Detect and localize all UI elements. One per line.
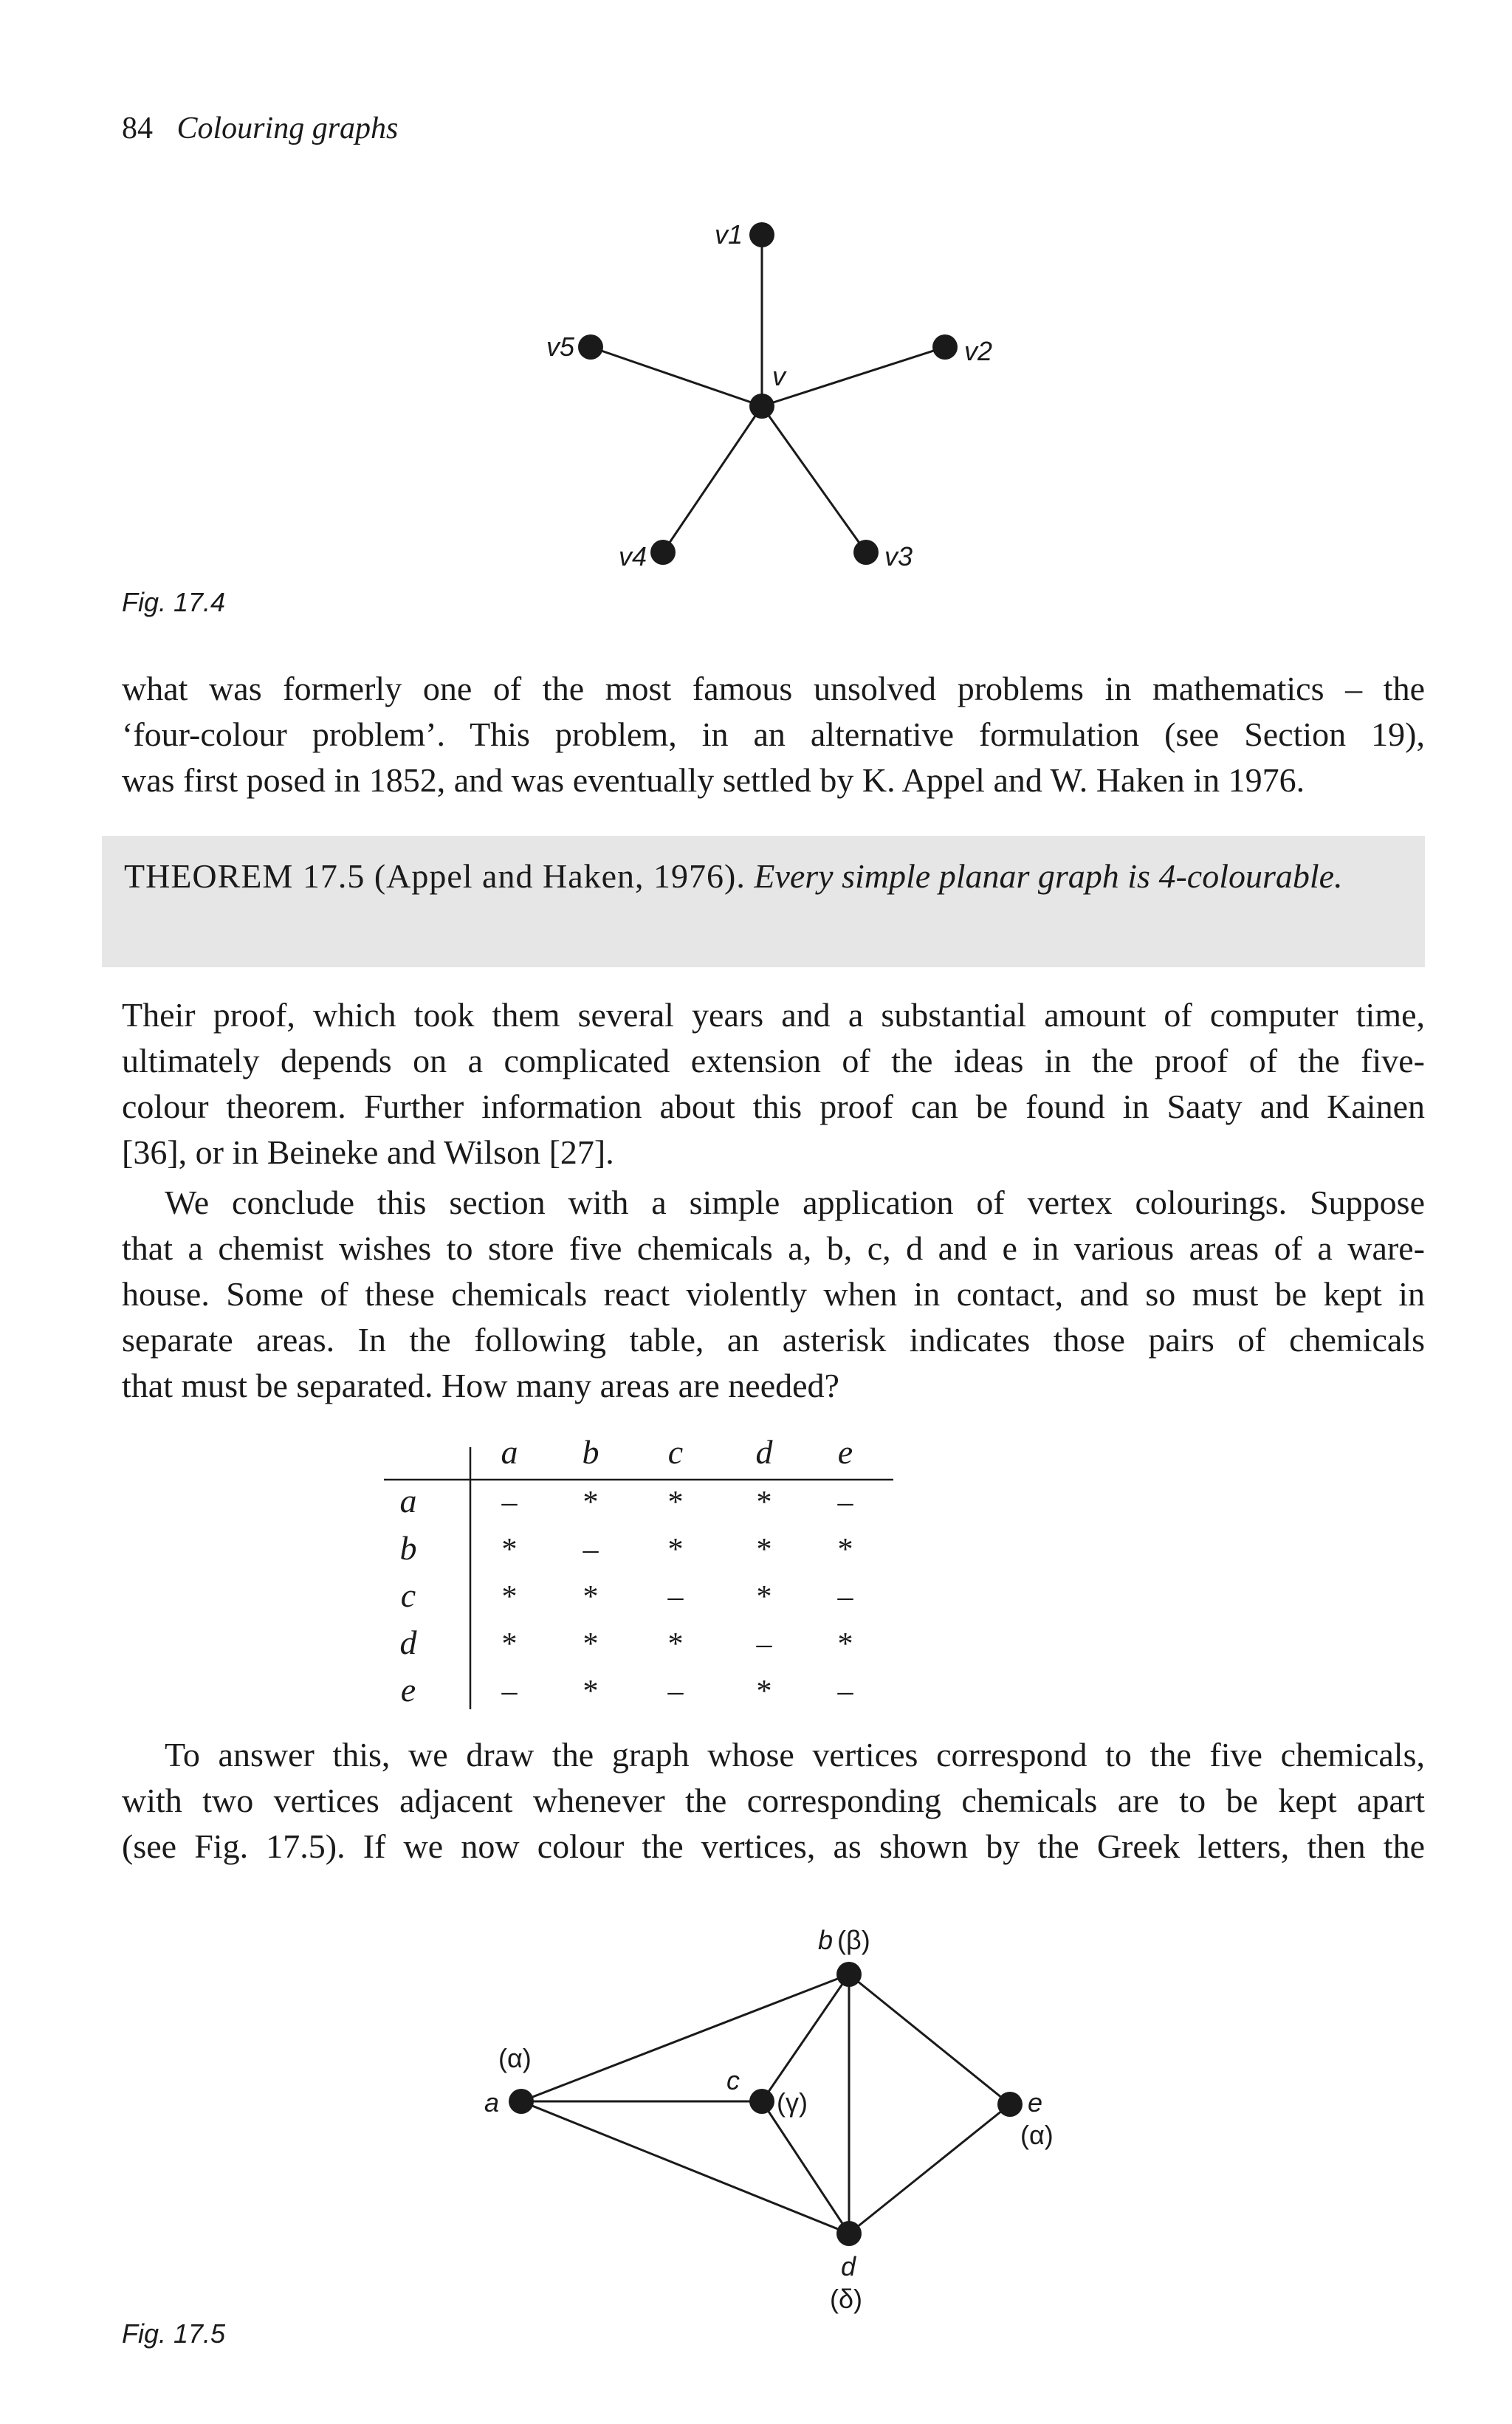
table-cell: * <box>756 1580 772 1614</box>
vertex-v4 <box>650 540 676 565</box>
table-cell: * <box>756 1675 772 1709</box>
vertex-label-v5: v5 <box>546 332 575 362</box>
table-cell: * <box>501 1533 518 1567</box>
table-cell: – <box>583 1533 599 1567</box>
text-line: was first posed in 1852, and was eventually settled by K. Appel and W. Haken in 1976. <box>122 761 1305 799</box>
vertex-b <box>836 1962 862 1987</box>
table-cell: * <box>583 1627 599 1661</box>
edge-v-v2 <box>762 347 945 406</box>
vertex-d <box>836 2221 862 2246</box>
table-cell: * <box>501 1580 518 1614</box>
edge-b-e <box>849 1974 1010 2104</box>
page-number: 84 <box>122 111 153 145</box>
vertex-label-a: a <box>484 2087 500 2118</box>
edge-b-c <box>762 1974 849 2101</box>
table-cell: * <box>667 1533 684 1567</box>
text-line: that must be separated. How many areas are needed? <box>122 1367 839 1404</box>
text-line: that a chemist wishes to store five chemicals a, b, c, d and e in various areas of a ware- <box>122 1229 1425 1267</box>
vertex-label-v2: v2 <box>964 336 993 366</box>
table-col-header: d <box>755 1433 773 1471</box>
vertex-colour-b: (β) <box>837 1925 870 1955</box>
text-line: ultimately depends on a complicated extension of the ideas in the proof of the five- <box>122 1042 1425 1079</box>
text-line: separate areas. In the following table, an asterisk indicates those pairs of chemicals <box>122 1321 1425 1359</box>
table-cell: * <box>583 1580 599 1614</box>
text-line: house. Some of these chemicals react violently when in contact, and so must be kept in <box>122 1275 1425 1313</box>
edge-a-b <box>521 1974 849 2101</box>
table-row-label: e <box>400 1671 416 1709</box>
text-line: what was formerly one of the most famous unsolved problems in mathematics – the <box>122 670 1425 707</box>
table-cell: * <box>667 1627 684 1661</box>
edge-a-d <box>521 2101 849 2234</box>
vertex-label-v: v <box>772 361 786 391</box>
theorem-statement: Every simple planar graph is 4-colourable. <box>754 857 1343 895</box>
vertex-v2 <box>932 334 958 360</box>
text-line: colour theorem. Further information about this proof can be found in Saaty and Kainen <box>122 1088 1425 1125</box>
edge-v-v5 <box>591 347 762 406</box>
table-cell: * <box>583 1486 599 1520</box>
table-cell: – <box>837 1486 853 1520</box>
theorem-box <box>102 836 1425 967</box>
table-row-label: b <box>399 1529 417 1567</box>
vertex-colour-d: (δ) <box>830 2284 863 2314</box>
vertex-label-v1: v1 <box>715 219 743 250</box>
vertex-label-v4: v4 <box>619 541 647 571</box>
text-line: [36], or in Beineke and Wilson [27]. <box>122 1133 614 1171</box>
theorem-label: THEOREM 17.5 (Appel and Haken, 1976). <box>124 857 746 895</box>
table-cell: – <box>667 1675 684 1709</box>
text-line: ‘four-colour problem’. This problem, in an alternative formulation (see Section 19), <box>122 715 1425 753</box>
table-cell: – <box>501 1675 518 1709</box>
table-cell: – <box>667 1580 684 1614</box>
paragraph-proof <box>122 992 1425 1175</box>
fig-17-4-caption: Fig. 17.4 <box>122 587 226 617</box>
text-line: Their proof, which took them several years and a substantial amount of computer time, <box>122 996 1425 1034</box>
table-cell: – <box>756 1627 772 1661</box>
table-col-header: e <box>837 1433 853 1471</box>
vertex-e <box>997 2092 1023 2117</box>
table-cell: – <box>501 1486 518 1520</box>
table-row-label: d <box>399 1624 417 1661</box>
table-cell: * <box>837 1533 853 1567</box>
figure-17-5 <box>0 1890 1512 2348</box>
table-row-label: a <box>399 1482 417 1520</box>
edge-v-v3 <box>762 406 866 552</box>
paragraph-four-colour <box>122 666 1425 803</box>
vertex-v <box>749 394 774 419</box>
text-line: To answer this, we draw the graph whose vertices correspond to the five chemicals, <box>165 1736 1425 1774</box>
edge-v-v4 <box>663 406 762 552</box>
table-cell: * <box>756 1486 772 1520</box>
vertex-colour-e: (α) <box>1020 2120 1054 2150</box>
table-cell: * <box>583 1675 599 1709</box>
vertex-label-e: e <box>1028 2087 1043 2118</box>
text-line: (see Fig. 17.5). If we now colour the vertices, as shown by the Greek letters, then the <box>122 1827 1425 1865</box>
vertex-colour-c: (γ) <box>777 2087 808 2118</box>
running-title: Colouring graphs <box>176 111 399 145</box>
vertex-label-c: c <box>726 2065 740 2095</box>
table-cell: – <box>837 1580 853 1614</box>
vertex-colour-a: (α) <box>498 2043 532 2073</box>
table-cell: * <box>501 1627 518 1661</box>
table-row-label: c <box>400 1576 416 1614</box>
vertex-label-b: b <box>818 1925 834 1955</box>
vertex-v3 <box>853 540 879 565</box>
table-cell: – <box>837 1675 853 1709</box>
star-edges <box>591 235 945 552</box>
vertex-v1 <box>749 222 774 247</box>
figure-17-4 <box>0 0 1512 635</box>
table-col-header: c <box>667 1433 684 1471</box>
vertex-a <box>509 2089 534 2114</box>
edge-c-d <box>762 2101 849 2234</box>
vertex-v5 <box>578 334 603 360</box>
text-line: with two vertices adjacent whenever the corresponding chemicals are to be kept apart <box>122 1782 1425 1819</box>
paragraph-chemist <box>122 1180 1425 1409</box>
chemical-table <box>0 1418 1512 1713</box>
table-cell: * <box>756 1533 772 1567</box>
paragraph-answer <box>122 1732 1425 1869</box>
table-col-header: a <box>501 1433 518 1471</box>
vertex-label-v3: v3 <box>884 541 913 571</box>
table-col-header: b <box>582 1433 599 1471</box>
text-line: We conclude this section with a simple application of vertex colourings. Suppose <box>165 1184 1425 1221</box>
table-cell: * <box>667 1486 684 1520</box>
edge-d-e <box>849 2104 1010 2234</box>
fig-17-5-caption: Fig. 17.5 <box>122 2318 226 2349</box>
vertex-label-d: d <box>841 2251 856 2281</box>
table-cell: * <box>837 1627 853 1661</box>
vertex-c <box>749 2089 774 2114</box>
